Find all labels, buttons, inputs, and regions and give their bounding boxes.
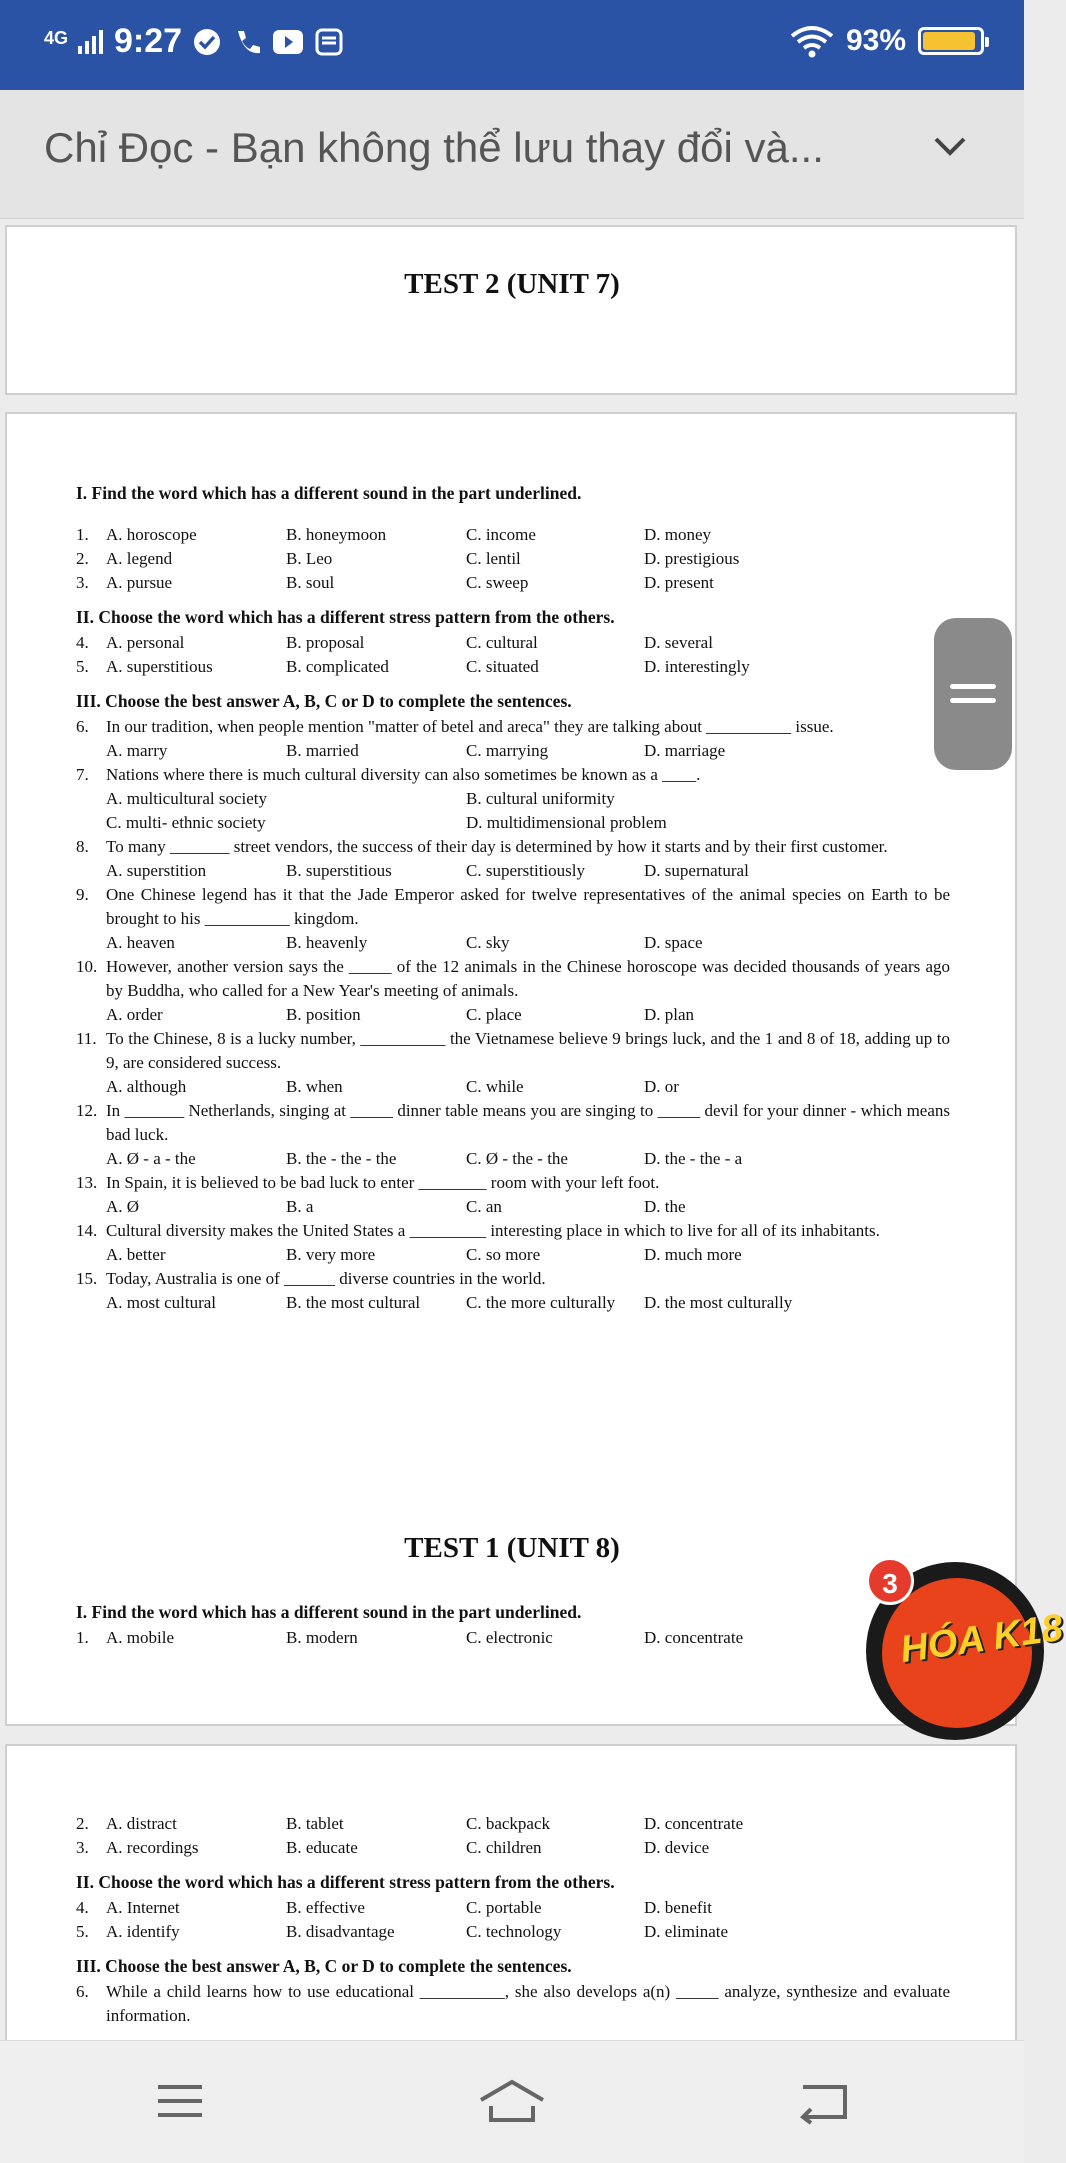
recent-apps-button[interactable] <box>130 2071 230 2131</box>
test-title: TEST 1 (UNIT 8) <box>404 1532 620 1564</box>
test1-content-part2 <box>76 1812 950 2028</box>
question: 11. To the Chinese, 8 is a lucky number, __________ the Vietnamese believe 9 brings luck, and the 1 and 8 of 18, adding up to 9, are considered success. <box>76 1029 950 1072</box>
scroll-handle[interactable] <box>934 618 1012 770</box>
section-heading: III. Choose the best answer A, B, C or D to complete the sentences. <box>76 691 572 711</box>
question-row: 2. A. legend B. Leo C. lentil D. prestigious <box>76 549 740 568</box>
section-heading: II. Choose the word which has a different stress pattern from the others. <box>76 607 615 627</box>
section-heading: III. Choose the best answer A, B, C or D to complete the sentences. <box>76 1956 572 1976</box>
section-heading: I. Find the word which has a different sound in the part underlined. <box>76 1602 582 1622</box>
question-row: 3. A. recordings B. educate C. children D. device <box>76 1838 710 1857</box>
battery-icon <box>918 27 984 55</box>
youtube-icon <box>272 27 304 57</box>
battery-percent: 93% <box>845 24 906 57</box>
answer-options: A. although B. when C. while D. or <box>106 1077 679 1096</box>
answer-options: A. Ø - a - the B. the - the - the C. Ø - the - the D. the - the - a <box>106 1149 743 1168</box>
answer-options: C. multi- ethnic society D. multidimensional problem <box>106 813 667 832</box>
chevron-down-icon[interactable] <box>932 134 968 158</box>
answer-options: A. multicultural society B. cultural uniformity <box>106 789 615 808</box>
section-heading: I. Find the word which has a different sound in the part underlined. <box>76 483 582 503</box>
question: 8. To many _______ street vendors, the success of their day is determined by how it starts and by their first customer. <box>76 837 888 856</box>
question-row: 1. A. horoscope B. honeymoon C. income D. money <box>76 525 712 544</box>
answer-options: A. marry B. married C. marrying D. marriage <box>106 741 726 760</box>
phone-call-icon <box>232 27 262 57</box>
test1-content-part1 <box>76 1600 950 1650</box>
question: 12. In _______ Netherlands, singing at _____ dinner table means you are singing to _____ devil for your dinner - which means bad luck. <box>76 1101 950 1144</box>
question: 7. Nations where there is much cultural diversity can also sometimes be known as a ____. <box>76 765 701 784</box>
question: 13. In Spain, it is believed to be bad luck to enter ________ room with your left foot. <box>76 1173 660 1192</box>
question: 6. While a child learns how to use educational __________, she also develops a(n) _____ analyze, synthesize and evaluate information. <box>76 1982 950 2025</box>
question: 6. In our tradition, when people mention "matter of betel and areca" they are talking about __________ issue. <box>76 717 834 736</box>
question: 15. Today, Australia is one of ______ diverse countries in the world. <box>76 1269 546 1288</box>
question: 14. Cultural diversity makes the United States a _________ interesting place in which to live for all of its inhabitants. <box>76 1221 880 1240</box>
answer-options: A. better B. very more C. so more D. much more <box>106 1245 742 1264</box>
test2-content <box>76 481 950 1315</box>
question-row: 3. A. pursue B. soul C. sweep D. present <box>76 573 714 592</box>
answer-options: A. order B. position C. place D. plan <box>106 1005 695 1024</box>
wifi-icon <box>790 24 834 58</box>
clock: 9:27 <box>114 22 183 60</box>
answer-options: A. superstition B. superstitious C. superstitiously D. supernatural <box>106 861 749 880</box>
back-button[interactable] <box>774 2071 874 2131</box>
answer-options: A. most cultural B. the most cultural C. the more culturally D. the most culturally <box>106 1293 793 1312</box>
message-icon <box>314 27 344 57</box>
signal-icon <box>78 30 104 54</box>
bubble-logo-text: HÓA K18 <box>897 1606 1066 1672</box>
question-row: 5. A. identify B. disadvantage C. technology D. eliminate <box>76 1922 729 1941</box>
notification-count-badge: 3 <box>866 1557 914 1605</box>
answer-options: A. heaven B. heavenly C. sky D. space <box>106 933 703 952</box>
question: 10. However, another version says the _____ of the 12 animals in the Chinese horoscope was decided thousands of years ago by Buddha, who called for a New Year's meeting of animals. <box>76 957 950 1000</box>
question: 9. One Chinese legend has it that the Jade Emperor asked for twelve representatives of the animal species on Earth to be brought to his __________ kingdom. <box>76 885 950 928</box>
network-type: 4G <box>44 27 69 48</box>
check-circle-icon <box>192 27 222 57</box>
section-heading: II. Choose the word which has a different stress pattern from the others. <box>76 1872 615 1892</box>
question-row: 1. A. mobile B. modern C. electronic D. concentrate <box>76 1628 744 1647</box>
document-title: Chỉ Đọc - Bạn không thể lưu thay đổi và... <box>44 124 824 171</box>
home-button[interactable] <box>462 2071 562 2131</box>
question-row: 2. A. distract B. tablet C. backpack D. concentrate <box>76 1814 744 1833</box>
document-title-bar[interactable] <box>0 90 1024 219</box>
question-row: 4. A. personal B. proposal C. cultural D. several <box>76 633 713 652</box>
back-icon <box>797 2079 851 2123</box>
answer-options: A. Ø B. a C. an D. the <box>106 1197 686 1216</box>
question-row: 4. A. Internet B. effective C. portable D. benefit <box>76 1898 712 1917</box>
question-row: 5. A. superstitious B. complicated C. situated D. interestingly <box>76 657 750 676</box>
navigation-bar <box>0 2040 1024 2163</box>
test-title: TEST 2 (UNIT 7) <box>404 268 620 300</box>
document-page <box>5 225 1017 395</box>
status-bar <box>0 0 1024 90</box>
menu-icon <box>154 2081 206 2121</box>
home-icon <box>477 2078 547 2124</box>
